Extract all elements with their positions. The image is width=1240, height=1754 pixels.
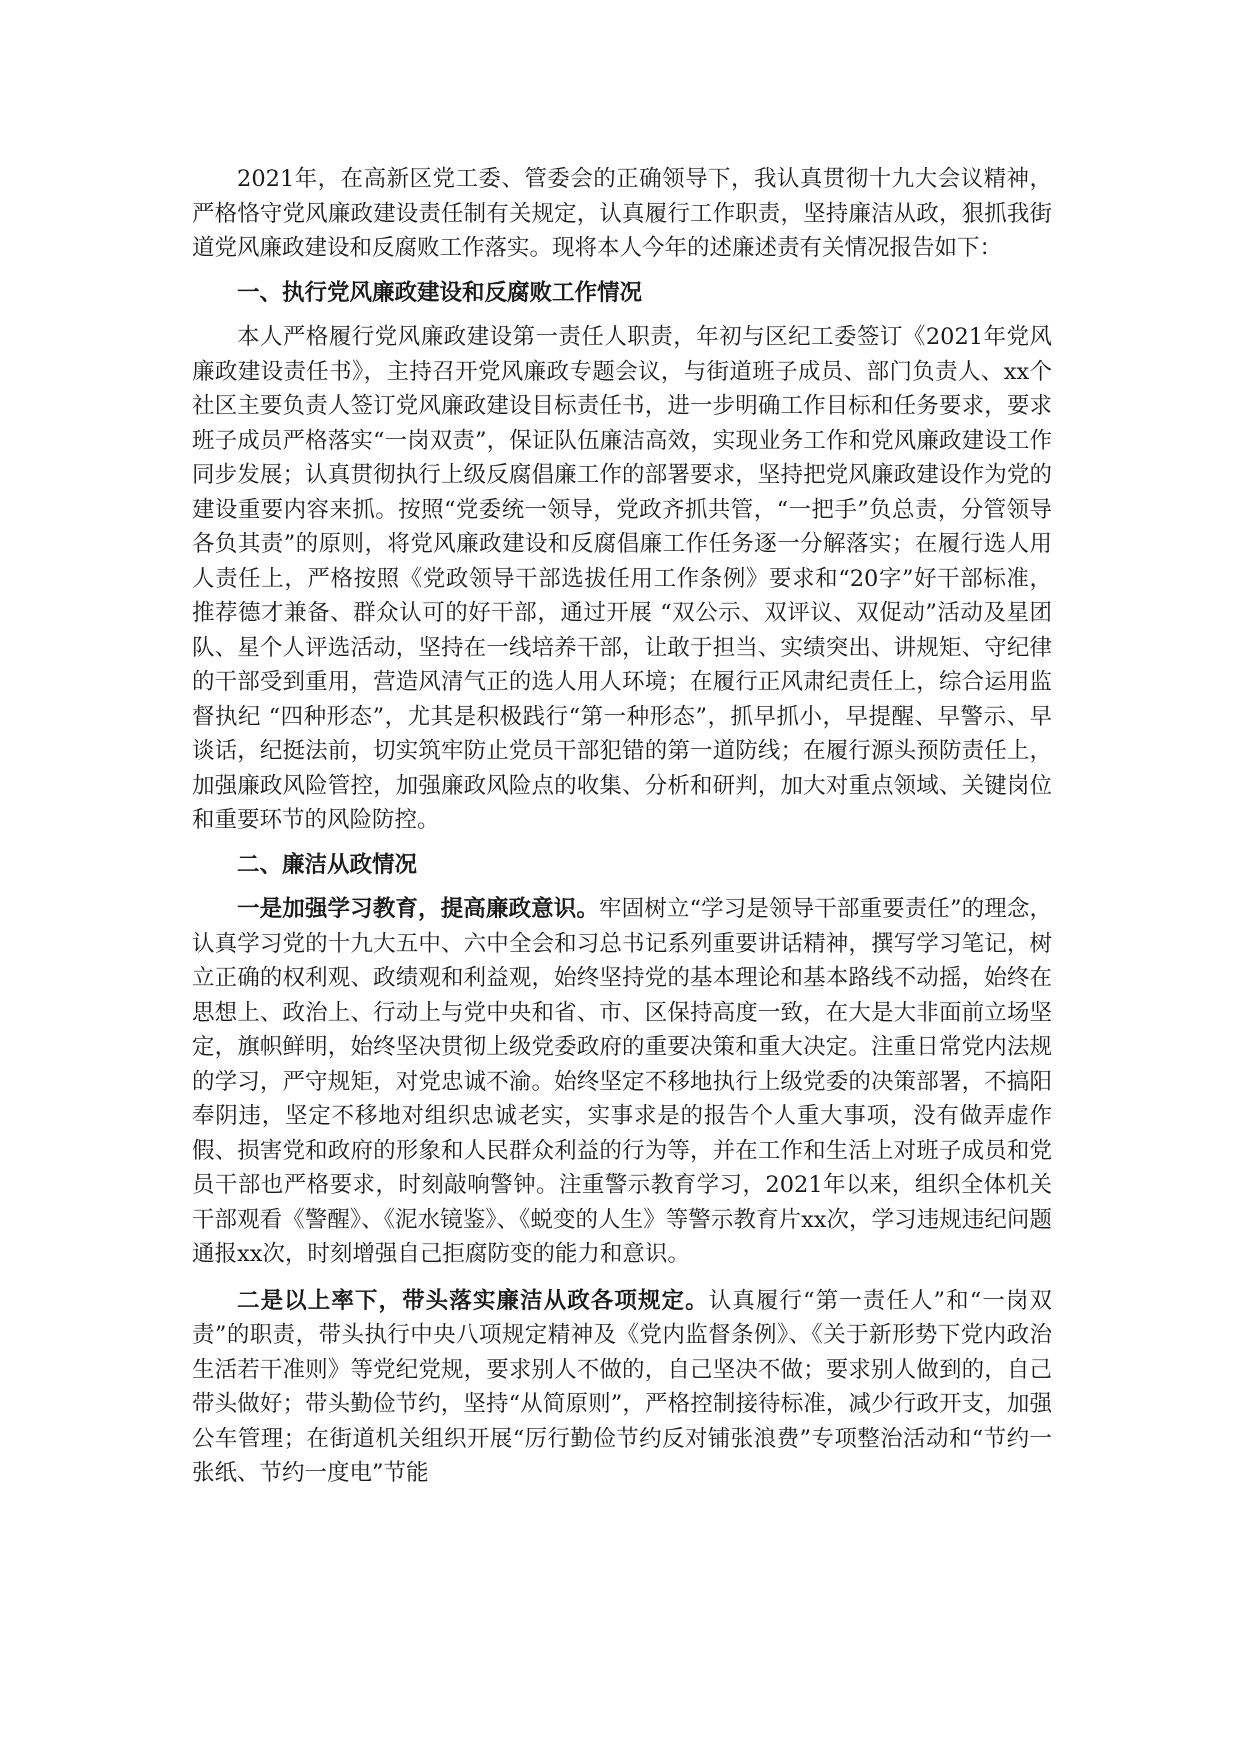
section-1-paragraph: 本人严格履行党风廉政建设第一责任人职责，年初与区纪工委签订《2021年党风廉政建设责任书》，主持召开党风廉政专题会议，与街道班子成员、部门负责人、xx个社区主要负责人签订党风廉政建设目标责任书，进一步明确工作目标和任务要求，要求班子成员严格落实“一岗双责”，保证队伍廉洁高效，实现业务工作和党风廉政建设工作同步发展；认真贯彻执行上级反腐倡廉工作的部署要求，坚持把党风廉政建设作为党的建设重要内容来抓。按照“党委统一领导，党政齐抓共管，“一把手”负总责，分管领导各负其责”的原则，将党风廉政建设和反腐倡廉工作任务逐一分解落实；在履行选人用人责任上，严格按照《党政领导干部选拔任用工作条例》要求和“20字”好干部标准，推荐德才兼备、群众认可的好干部，通过开展 “双公示、双评议、双促动”活动及星团队、星个人评选活动，坚持在一线培养干部，让敢于担当、实绩突出、讲规矩、守纪律的干部受到重用，营造风清气正的选人用人环境；在履行正风肃纪责任上，综合运用监督执纪 “四种形态”，尤其是积极践行“第一种形态”，抓早抓小，早提醒、早警示、早谈话，纪挺法前，切实筑牢防止党员干部犯错的第一道防线；在履行源头预防责任上，加强廉政风险管控，加强廉政风险点的收集、分析和研判，加大对重点领域、关键岗位和重要环节的风险防控。: [192, 324, 1052, 833]
item-2-lead: 二是以上率下，带头落实廉洁从政各项规定。: [237, 1287, 709, 1314]
item-1-text: 牢固树立“学习是领导干部重要责任”的理念，认真学习党的十九大五中、六中全会和习总书记系列重要讲话精神，撰写学习笔记，树立正确的权利观、政绩观和利益观，始终坚持党的基本理论和基本路线不动摇，始终在思想上、政治上、行动上与党中央和省、市、区保持高度一致，在大是大非面前立场坚定，旗帜鲜明，始终坚决贯彻上级党委政府的重要决策和重大决定。注重日常党内法规的学习，严守规矩，对党忠诚不渝。始终坚定不移地执行上级党委的决策部署，不搞阳奉阴违，坚定不移地对组织忠诚老实，实事求是的报告个人重大事项，没有做弄虚作假、损害党和政府的形象和人民群众利益的行为等，并在工作和生活上对班子成员和党员干部也严格要求，时刻敲响警钟。注重警示教育学习，2021年以来，组织全体机关干部观看《警醒》、《泥水镜鉴》、《蜕变的人生》等警示教育片xx次，学习违规违纪问题通报xx次，时刻增强自己拒腐防变的能力和意识。: [192, 896, 1052, 1267]
item-2-paragraph: [192, 1284, 1052, 1491]
section-2-heading: 二、廉洁从政情况: [237, 851, 418, 878]
item-1-paragraph: [192, 892, 1052, 1272]
intro-paragraph: 2021年，在高新区党工委、管委会的正确领导下，我认真贯彻十九大会议精神，严格恪守党风廉政建设责任制有关规定，认真履行工作职责，坚持廉洁从政，狠抓我街道党风廉政建设和反腐败工作落实。现将本人今年的述廉述责有关情况报告如下：: [192, 166, 1052, 261]
item-2-text: 认真履行“第一责任人”和“一岗双责”的职责，带头执行中央八项规定精神及《党内监督条例》、《关于新形势下党内政治生活若干准则》等党纪党规，要求别人不做的，自己坚决不做；要求别人做到的，自己带头做好；带头勤俭节约，坚持“从简原则”，严格控制接待标准，减少行政开支，加强公车管理；在街道机关组织开展“厉行勤俭节约反对铺张浪费”专项整治活动和“节约一张纸、节约一度电”节能: [192, 1287, 1052, 1486]
document-body: [192, 162, 1052, 1501]
section-1-heading: 一、执行党风廉政建设和反腐败工作情况: [237, 279, 643, 306]
item-1-lead: 一是加强学习教育，提高廉政意识。: [237, 896, 599, 922]
